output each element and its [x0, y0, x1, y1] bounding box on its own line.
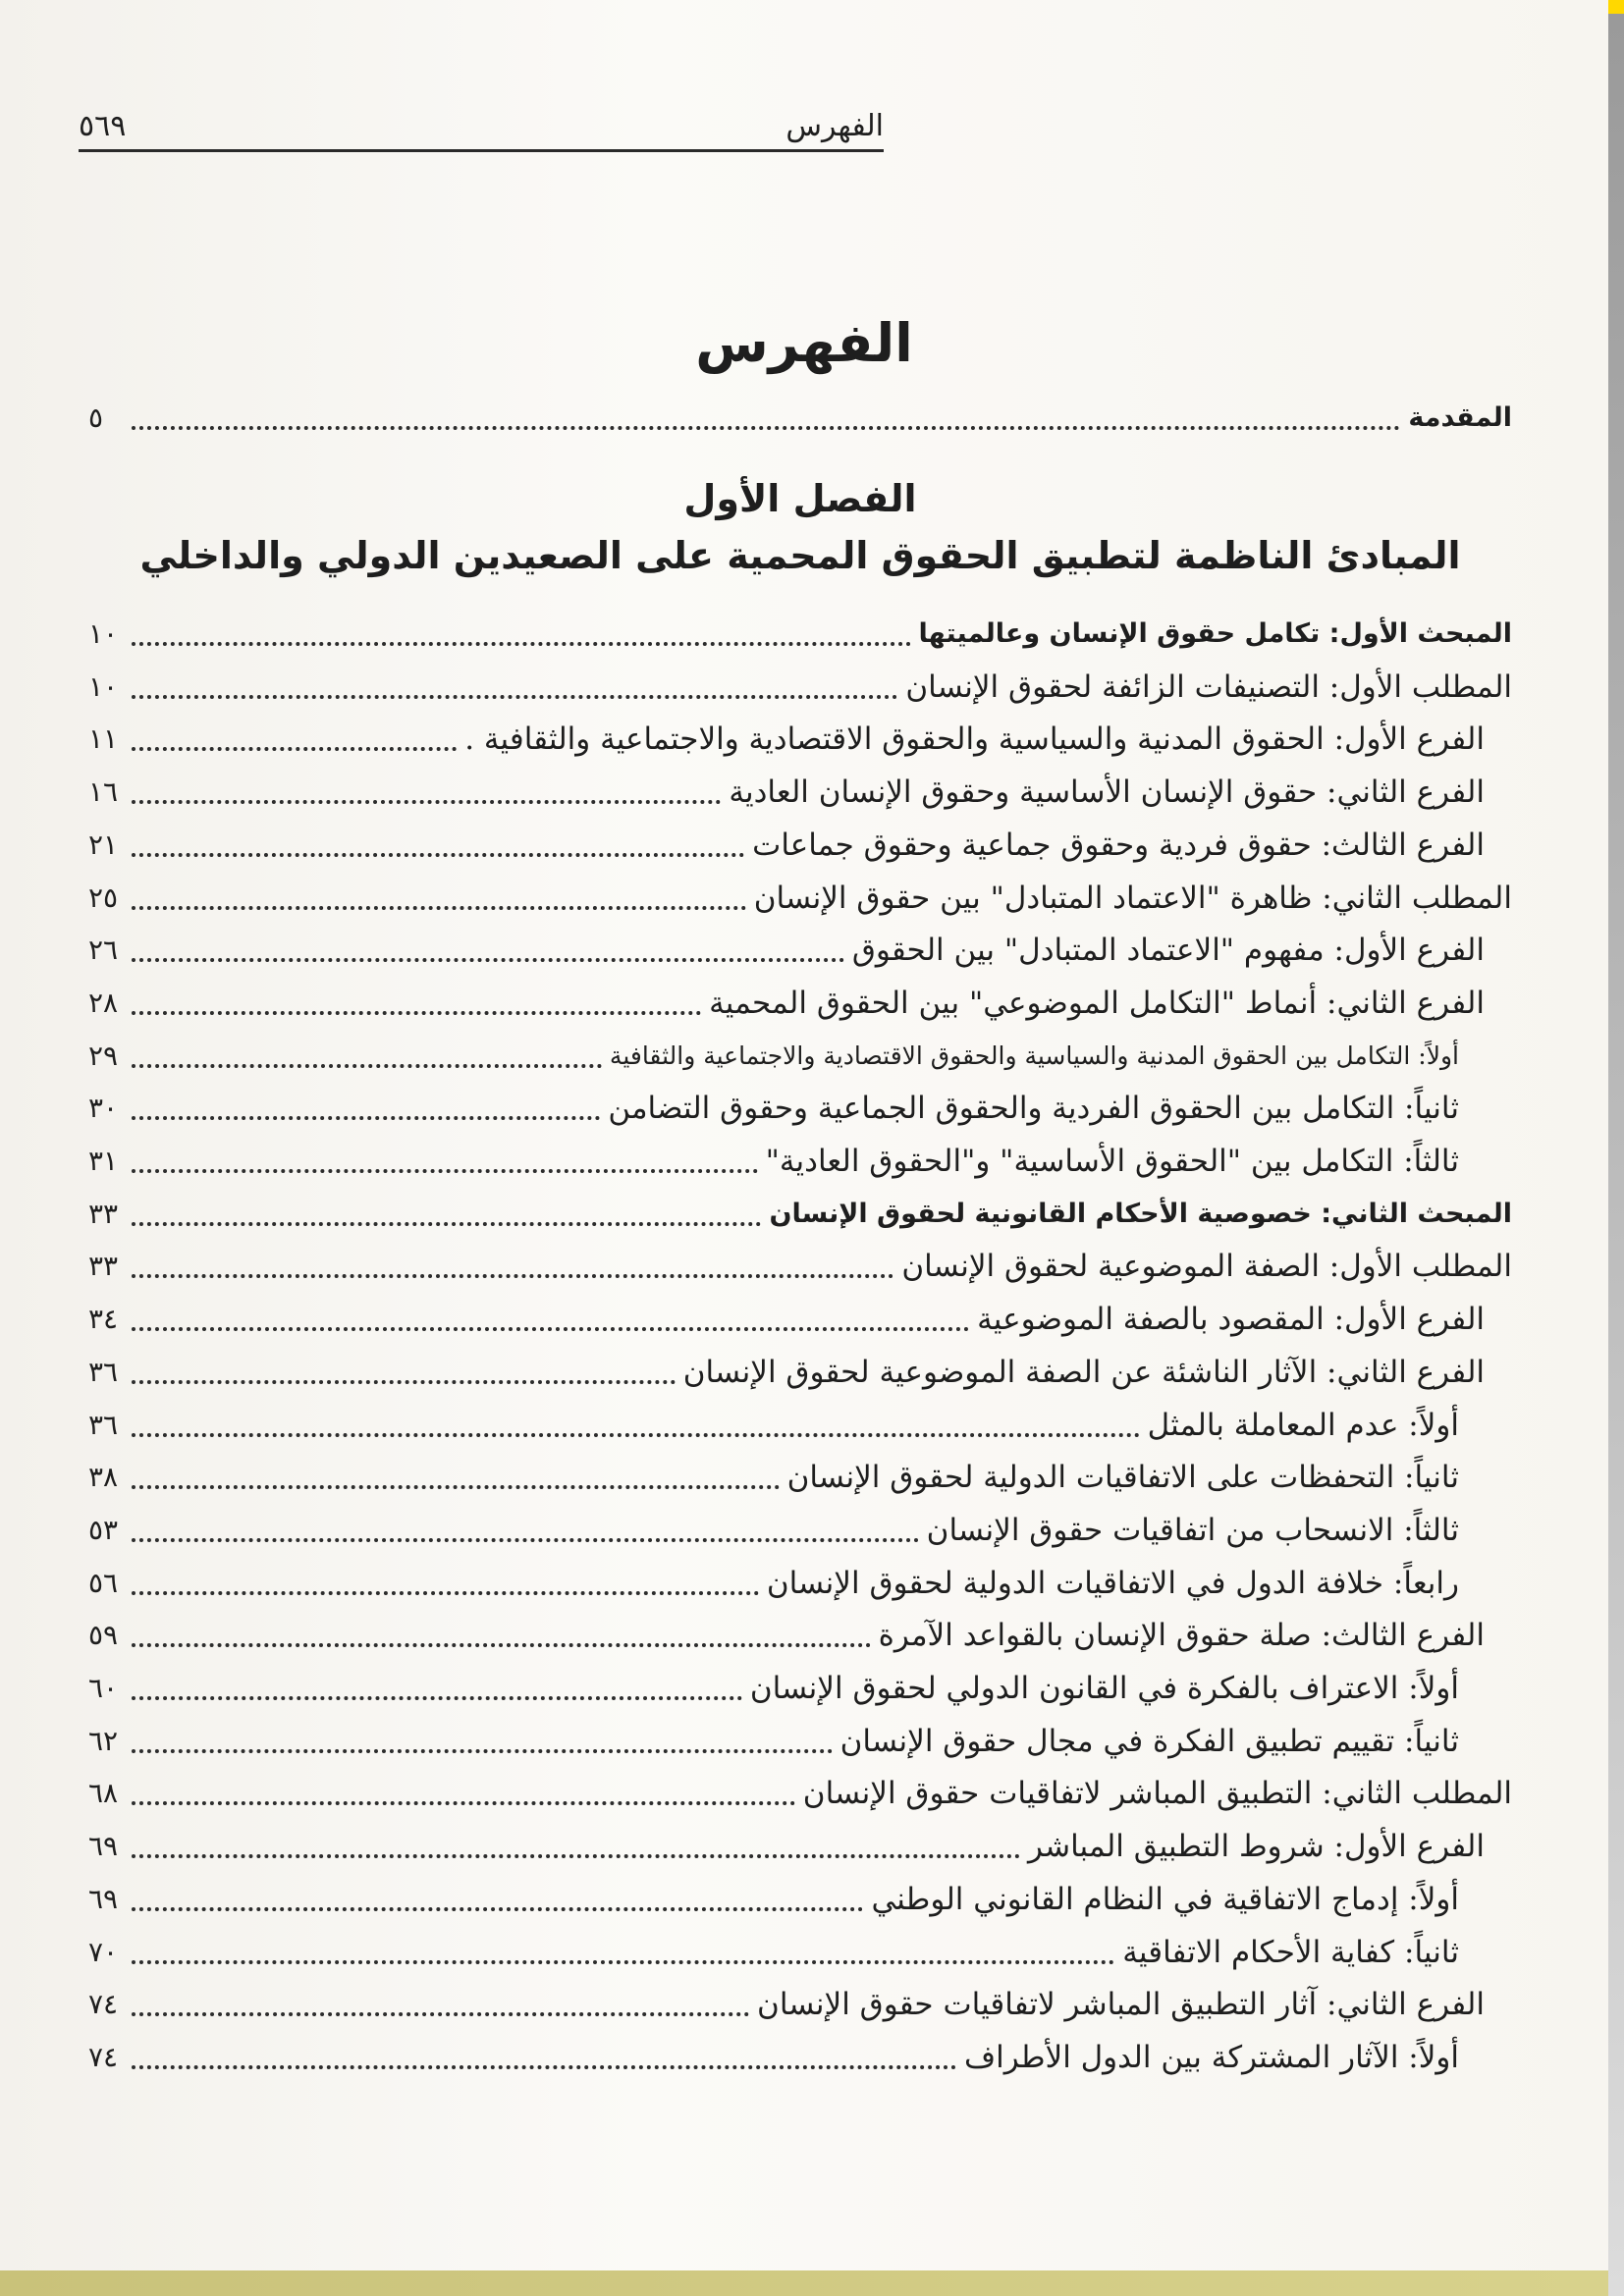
leader-dots [132, 1116, 600, 1120]
table-of-contents [88, 0, 1512, 2296]
leader-dots [132, 1801, 795, 1805]
toc-entry-label: الفرع الأول: مفهوم "الاعتماد المتبادل" بين الحقوق [851, 933, 1485, 968]
leader-dots [132, 1433, 1140, 1437]
toc-entry[interactable] [88, 978, 1485, 1025]
toc-entry[interactable] [88, 714, 1485, 761]
toc-entry-page: ١٠ [88, 617, 119, 650]
leader-dots [132, 1380, 676, 1384]
leader-dots [132, 1274, 893, 1278]
toc-entry-label: ثانياً: التكامل بين الحقوق الفردية والحقوق الجماعية وحقوق التضامن [608, 1091, 1459, 1126]
toc-entry[interactable] [88, 1874, 1459, 1921]
toc-entry[interactable] [88, 1768, 1512, 1815]
toc-entry[interactable] [88, 1241, 1512, 1288]
toc-entry-page: ٦٩ [88, 1830, 119, 1862]
toc-entry-page: ٦٢ [88, 1725, 119, 1757]
toc-entry-intro[interactable] [88, 393, 1512, 440]
toc-entry-label: رابعاً: خلافة الدول في الاتفاقيات الدولية لحقوق الإنسان [766, 1566, 1459, 1601]
leader-dots [132, 958, 844, 962]
toc-entry-page: ١١ [88, 722, 119, 755]
toc-entry-page: ٣٣ [88, 1198, 119, 1230]
toc-entry-label: ثالثاً: التكامل بين "الحقوق الأساسية" و"الحقوق العادية" [765, 1144, 1459, 1179]
toc-entry-label: المطلب الأول: التصنيفات الزائفة لحقوق الإنسان [905, 669, 1512, 705]
leader-dots [132, 1485, 780, 1489]
toc-entry-label: الفرع الثاني: آثار التطبيق المباشر لاتفاقيات حقوق الإنسان [757, 1987, 1485, 2022]
scan-bottom-edge [0, 2270, 1608, 2296]
leader-dots [132, 695, 897, 699]
toc-entry[interactable] [88, 1347, 1485, 1394]
leader-dots [132, 1907, 863, 1911]
toc-entry[interactable] [88, 2032, 1459, 2079]
toc-entry[interactable] [88, 609, 1512, 656]
leader-dots [132, 1011, 701, 1015]
toc-entry-page: ٣٠ [88, 1092, 119, 1124]
toc-entry-label: الفرع الثاني: أنماط "التكامل الموضوعي" بين الحقوق المحمية [709, 986, 1485, 1021]
toc-entry-page: ٦٩ [88, 1883, 119, 1915]
leader-dots [132, 853, 744, 857]
leader-dots [132, 906, 746, 910]
page-title: الفهرس [695, 312, 913, 374]
toc-entry-page: ١٠ [88, 670, 119, 703]
toc-entry-label: ثانياً: تقييم تطبيق الفكرة في مجال حقوق الإنسان [839, 1724, 1459, 1759]
toc-entry-page: ٦٠ [88, 1672, 119, 1704]
leader-dots [132, 1538, 919, 1542]
toc-entry-label: المطلب الثاني: ظاهرة "الاعتماد المتبادل" بين حقوق الإنسان [753, 881, 1512, 916]
toc-entry-label: أولاً: الاعتراف بالفكرة في القانون الدولي لحقوق الإنسان [749, 1671, 1459, 1706]
toc-entry[interactable] [88, 873, 1512, 920]
toc-entry[interactable] [88, 1031, 1459, 1078]
toc-entry-page: ٢٥ [88, 881, 119, 914]
leader-dots [132, 1222, 761, 1226]
toc-entry-page: ٢١ [88, 828, 119, 861]
toc-entry-label: ثانياً: التحفظات على الاتفاقيات الدولية لحقوق الإنسان [786, 1460, 1459, 1495]
leader-dots [132, 747, 457, 751]
toc-entry-label: الفرع الثالث: صلة حقوق الإنسان بالقواعد الآمرة [878, 1618, 1485, 1653]
leader-dots [132, 1169, 758, 1173]
toc-entry-page: ٧٤ [88, 2041, 119, 2073]
page-number: ٥٦٩ [79, 109, 127, 143]
chapter-number: الفصل الأول [683, 477, 917, 520]
toc-entry[interactable] [88, 1610, 1485, 1657]
toc-entry[interactable] [88, 1821, 1485, 1868]
toc-entry-page: ٥٩ [88, 1619, 119, 1651]
toc-entry-label: أولاً: التكامل بين الحقوق المدنية والسياسية والحقوق الاقتصادية والاجتماعية والثقافية [609, 1041, 1459, 1070]
leader-dots [132, 2012, 749, 2016]
toc-entry-label: المبحث الأول: تكامل حقوق الإنسان وعالميتها [918, 618, 1512, 649]
leader-dots [132, 1591, 759, 1595]
toc-entry[interactable] [88, 662, 1512, 709]
leader-dots [132, 800, 721, 804]
toc-entry[interactable] [88, 1452, 1459, 1499]
toc-entry-label: المطلب الثاني: التطبيق المباشر لاتفاقيات حقوق الإنسان [802, 1776, 1512, 1811]
toc-entry-page: ٣٦ [88, 1409, 119, 1441]
toc-entry-label: ثانياً: كفاية الأحكام الاتفاقية [1122, 1935, 1459, 1970]
toc-entry-label: أولاً: عدم المعاملة بالمثل [1147, 1408, 1459, 1443]
toc-entry-page: ٧٠ [88, 1936, 119, 1968]
chapter-title: المبادئ الناظمة لتطبيق الحقوق المحمية على الصعيدين الدولي والداخلي [139, 534, 1461, 577]
toc-entry-label: الفرع الأول: الحقوق المدنية والسياسية والحقوق الاقتصادية والاجتماعية والثقافية . [464, 721, 1485, 757]
toc-entry-page: ٥ [88, 401, 104, 434]
toc-entry[interactable] [88, 1294, 1485, 1341]
toc-entry-page: ٣١ [88, 1145, 119, 1177]
toc-entry-page: ٦٨ [88, 1777, 119, 1809]
toc-entry-page: ٢٩ [88, 1040, 119, 1072]
leader-dots [132, 2065, 956, 2069]
toc-entry[interactable] [88, 1558, 1459, 1605]
toc-entry[interactable] [88, 1979, 1485, 2026]
toc-entry-page: ٥٣ [88, 1514, 119, 1546]
toc-entry[interactable] [88, 1505, 1459, 1552]
leader-dots [132, 1064, 602, 1068]
toc-entry-label: ثالثاً: الانسحاب من اتفاقيات حقوق الإنسان [926, 1513, 1459, 1548]
toc-entry-page: ٢٦ [88, 934, 119, 966]
scan-right-edge [1608, 0, 1624, 2296]
leader-dots [132, 642, 911, 646]
toc-entry[interactable] [88, 1083, 1459, 1130]
toc-entry-page: ٣٨ [88, 1461, 119, 1493]
toc-entry[interactable] [88, 1400, 1459, 1447]
toc-entry-label: الفرع الثاني: الآثار الناشئة عن الصفة الموضوعية لحقوق الإنسان [682, 1355, 1485, 1390]
toc-entry-page: ٣٦ [88, 1356, 119, 1388]
toc-entry[interactable] [88, 1189, 1512, 1236]
leader-dots [132, 1643, 871, 1647]
leader-dots [132, 1327, 969, 1331]
toc-entry[interactable] [88, 925, 1485, 972]
toc-entry-label: الفرع الأول: شروط التطبيق المباشر [1028, 1829, 1485, 1864]
leader-dots [132, 1854, 1020, 1858]
toc-entry-label: الفرع الثاني: حقوق الإنسان الأساسية وحقوق الإنسان العادية [729, 774, 1485, 810]
toc-entry[interactable] [88, 1136, 1459, 1183]
toc-entry-page: ٣٣ [88, 1250, 119, 1282]
toc-entry-label: الفرع الثالث: حقوق فردية وحقوق جماعية وحقوق جماعات [752, 828, 1485, 863]
toc-entry-label: أولاً: إدماج الاتفاقية في النظام القانوني الوطني [871, 1882, 1459, 1917]
toc-entry-page: ٥٦ [88, 1567, 119, 1599]
leader-dots [132, 426, 1400, 430]
leader-dots [132, 1960, 1114, 1964]
toc-entry-label: المبحث الثاني: خصوصية الأحكام القانونية لحقوق الإنسان [769, 1199, 1512, 1229]
toc-entry[interactable] [88, 1716, 1459, 1763]
toc-entry-page: ٢٨ [88, 987, 119, 1019]
toc-entry-label: المطلب الأول: الصفة الموضوعية لحقوق الإنسان [901, 1249, 1512, 1284]
toc-entry-page: ٧٤ [88, 1988, 119, 2020]
toc-entry-label: أولاً: الآثار المشتركة بين الدول الأطراف [963, 2040, 1459, 2075]
toc-entry-page: ٣٤ [88, 1303, 119, 1335]
toc-entry-label: الفرع الأول: المقصود بالصفة الموضوعية [977, 1302, 1485, 1337]
toc-entry-page: ١٦ [88, 775, 119, 808]
leader-dots [132, 1749, 833, 1753]
toc-entry-label: المقدمة [1408, 402, 1512, 433]
leader-dots [132, 1696, 742, 1700]
toc-entry[interactable] [88, 820, 1485, 867]
toc-entry[interactable] [88, 1663, 1459, 1710]
toc-entry[interactable] [88, 767, 1485, 814]
toc-entry[interactable] [88, 1927, 1459, 1974]
running-title: الفهرس [785, 109, 884, 143]
